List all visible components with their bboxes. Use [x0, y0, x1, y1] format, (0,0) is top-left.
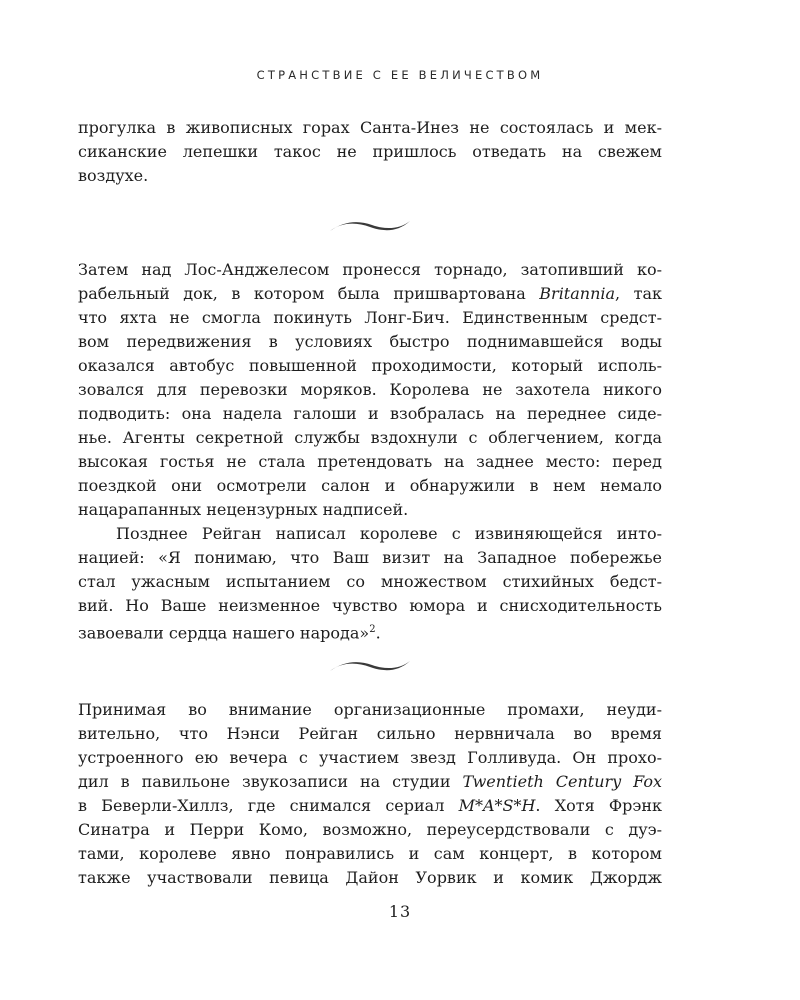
text-run: завоевали сердца нашего народа» [78, 623, 370, 642]
section-2 [78, 258, 662, 642]
paragraph [78, 698, 662, 890]
text-line: также участвовали певица Дайон Уорвик и комик Джордж [78, 868, 662, 887]
text-line: вий. Но Ваше неизменное чувство юмора и снисходительность [78, 596, 662, 615]
text-line [78, 618, 662, 642]
text-line: Позднее Рейган написал королеве с извиняющейся инто- [116, 524, 662, 543]
section-1 [78, 116, 662, 188]
swash-divider-icon [328, 216, 412, 238]
text-line: стал ужасным испытанием со множеством стихийных бедст- [78, 572, 662, 591]
text-line: сиканские лепешки такос не пришлось отведать на свежем [78, 142, 662, 161]
text-line: оказался автобус повышенной проходимости, который исполь- [78, 356, 662, 375]
section-3 [78, 698, 662, 890]
text-line: нье. Агенты секретной службы вздохнули с облегчением, когда [78, 428, 662, 447]
text-run: дил в павильоне звукозаписи на студии [78, 772, 463, 791]
italic-series-name: M*A*S*H [458, 796, 536, 815]
text-line [78, 770, 662, 794]
text-line: нацарапанных нецензурных надписей. [78, 500, 409, 519]
text-line: воздухе. [78, 166, 149, 185]
text-line [78, 794, 662, 818]
italic-studio-name: Twentieth Century Fox [462, 772, 662, 791]
footnote-marker[interactable]: 2 [369, 624, 376, 635]
text-line: вительно, что Нэнси Рейган сильно нервничала во время [78, 724, 662, 743]
text-line: Затем над Лос-Анджелесом пронесся торнадо, затопивший ко- [78, 260, 662, 279]
text-line: поездкой они осмотрели салон и обнаружили в нем немало [78, 476, 662, 495]
text-line: прогулка в живописных горах Санта-Инез не состоялась и мек- [78, 118, 662, 137]
paragraph [78, 522, 662, 642]
text-run: рабельный док, в котором была пришвартована [78, 284, 540, 303]
text-line: что яхта не смогла покинуть Лонг-Бич. Единственным средст- [78, 308, 662, 327]
running-head: СТРАНСТВИЕ С ЕЕ ВЕЛИЧЕСТВОМ [256, 68, 544, 82]
text-run: , так [615, 284, 662, 303]
text-line: устроенного ею вечера с участием звезд Голливуда. Он прохо- [78, 748, 662, 767]
page-number: 13 [388, 902, 412, 921]
text-line: высокая гостья не стала претендовать на заднее место: перед [78, 452, 662, 471]
text-line: зовался для перевозки моряков. Королева не захотела никого [78, 380, 662, 399]
text-line: тами, королеве явно понравились и сам концерт, в котором [78, 844, 662, 863]
paragraph-continuation [78, 116, 662, 188]
text-line: подводить: она надела галоши и взобралась на переднее сиде- [78, 404, 662, 423]
text-run: в Беверли-Хиллз, где снимался сериал [78, 796, 459, 815]
text-line: Принимая во внимание организационные промахи, неуди- [78, 700, 662, 719]
swash-divider-icon [328, 656, 412, 678]
italic-ship-name: Britannia [539, 284, 616, 303]
text-run: . Хотя Фрэнк [535, 796, 662, 815]
text-line: Синатра и Перри Комо, возможно, переусердствовали с дуэ- [78, 820, 662, 839]
text-line: вом передвижения в условиях быстро поднимавшейся воды [78, 332, 662, 351]
text-line [78, 282, 662, 306]
text-line: нацией: «Я понимаю, что Ваш визит на Западное побережье [78, 548, 662, 567]
paragraph [78, 258, 662, 522]
text-run: . [375, 623, 381, 642]
